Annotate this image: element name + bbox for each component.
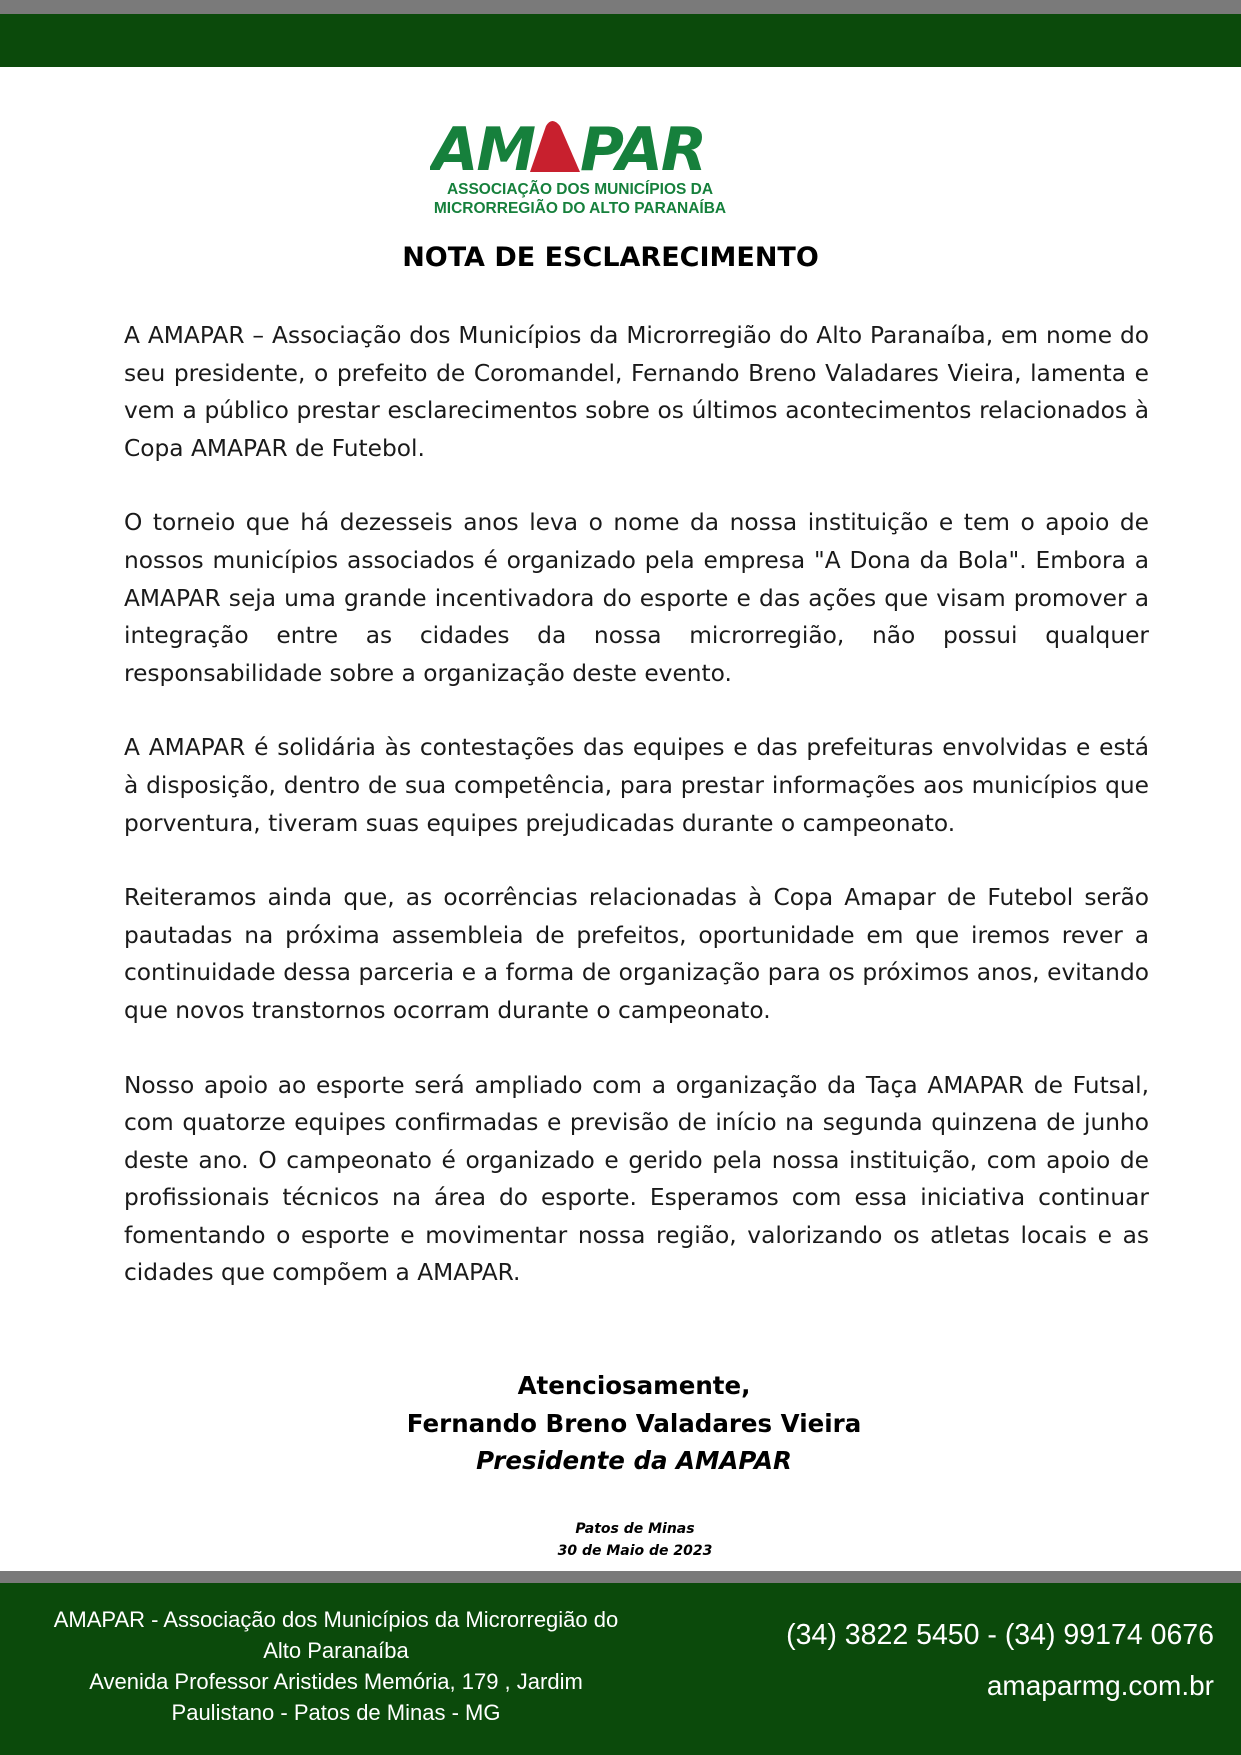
place-and-date — [0, 1518, 1241, 1562]
paragraph-3: A AMAPAR é solidária às contestações das equipes e das prefeituras envolvidas e está à disposição, dentro de sua competência, para prestar informações aos municípios que porventura, tiveram suas equipes prejudicadas durante o campeonato. — [124, 734, 1149, 837]
signature-block — [0, 1367, 1241, 1480]
footer-phones: (34) 3822 5450 - (34) 99174 0676 — [786, 1619, 1214, 1651]
paragraph-1: A AMAPAR – Associação dos Municípios da Microrregião do Alto Paranaíba, em nome do seu presidente, o prefeito de Coromandel, Fernando Breno Valadares Vieira, lamenta e vem a público prestar esclarecimentos sobre os últimos acontecimentos relacionados à Copa AMAPAR de Futebol. — [124, 322, 1149, 462]
logo-red-mountain — [530, 121, 580, 172]
footer-address — [24, 1604, 648, 1728]
date: 30 de Maio de 2023 — [557, 1543, 713, 1559]
header-band — [0, 14, 1241, 67]
place: Patos de Minas — [575, 1521, 695, 1537]
address-line-4: Paulistano - Patos de Minas - MG — [171, 1700, 501, 1725]
header-stripe — [0, 0, 1241, 14]
paragraph-4: Reiteramos ainda que, as ocorrências relacionadas à Copa Amapar de Futebol serão pautadas na próxima assembleia de prefeitos, oportunidade em que iremos rever a continuidade dessa parceria e a forma de organização para os próximos anos, evitando que novos transtornos ocorram durante o campeonato. — [124, 884, 1149, 1024]
signer-role: Presidente da AMAPAR — [476, 1446, 792, 1475]
amapar-logo — [430, 112, 730, 218]
logo-wordmark-graphic — [430, 112, 730, 180]
document-body — [124, 317, 1149, 1329]
footer — [0, 1583, 1241, 1755]
footer-stripe — [0, 1571, 1241, 1583]
logo-subtitle-line1: ASSOCIAÇÃO DOS MUNICÍPIOS DA — [446, 181, 714, 198]
paragraph-5: Nosso apoio ao esporte será ampliado com a organização da Taça AMAPAR de Futsal, com quatorze equipes confirmadas e previsão de início na segunda quinzena de junho deste ano. O campeonato é organizado e gerido pela nossa instituição, com apoio de profissionais técnicos na área do esporte. Esperamos com essa iniciativa continuar fomentando o esporte e movimentar nossa região, valorizando os atletas locais e as cidades que compõem a AMAPAR. — [124, 1071, 1149, 1287]
logo-subtitle-line2: MICRORREGIÃO DO ALTO PARANAÍBA — [433, 200, 727, 217]
logo-wordmark-par: PAR — [580, 115, 706, 180]
footer-website[interactable]: amaparmg.com.br — [986, 1670, 1214, 1701]
paragraph-2: O torneio que há dezesseis anos leva o nome da nossa instituição e tem o apoio de nossos municípios associados é organizado pela empresa "A Dona da Bola". Embora a AMAPAR seja uma grande incentivadora do esporte e das ações que visam promover a integração entre as cidades da nossa microrregião, não possui qualquer responsabilidade sobre a organização deste evento. — [124, 509, 1149, 687]
logo-subtitle — [430, 180, 730, 218]
logo-wordmark-am: AM — [432, 115, 535, 180]
address-line-1: AMAPAR - Associação dos Municípios da Microrregião do — [53, 1607, 619, 1632]
closing-salutation: Atenciosamente, — [517, 1371, 751, 1400]
address-line-3: Avenida Professor Aristides Memória, 179 , Jardim — [89, 1669, 583, 1694]
document-title: NOTA DE ESCLARECIMENTO — [402, 242, 819, 273]
address-line-2: Alto Paranaíba — [263, 1638, 409, 1663]
signer-name: Fernando Breno Valadares Vieira — [406, 1408, 862, 1438]
